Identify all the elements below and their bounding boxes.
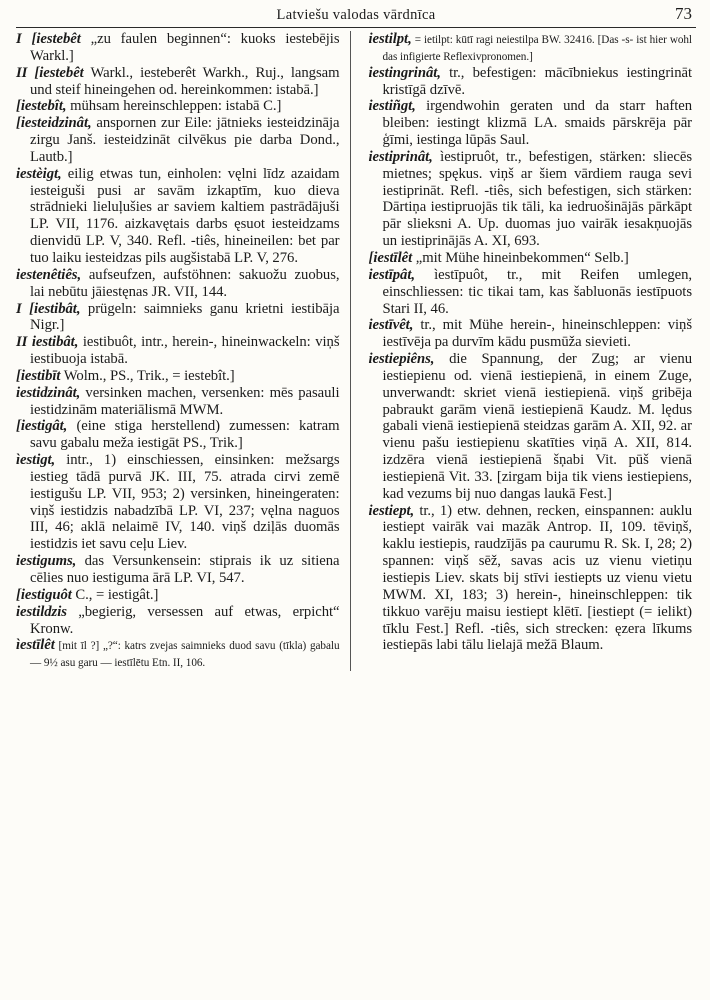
dictionary-entry [369,149,693,250]
entry-headword: iestingrinât, [368,64,441,81]
entry-definition: die Spannung, der Zug; ar vienu iestiepienu od. vienā iestiepienā, in einem Zuge, unverwandt: skriet vienā iestiepienā. viņš gribēja pabraukt garām vienā iestiepienā Kaudz. M. lędus gabali vienā iestiepienā steidzas garām A. XII, 92. ar vienu pašu iestiepienu skatīties viņā A. XII, 814. izdzēra vienā iestiepienā šņabi Vit. pūš vienā iestiepienā Vit. 33. [zirgam bija tik viens iestiepiens, kad vezums bij nuo dangas laukā Fest.] [382,351,692,502]
dictionary-entry [369,317,693,351]
entry-definition: tr., befestigen: mācībniekus iestingrināt kristīgā dzīvē. [382,64,692,98]
entry-headword: iestiept, [368,502,415,519]
entry-definition: ìestīpuôt, tr., mit Reifen umlegen, einschliessen: tic tikai tam, kas šabluonās iestīpuots Stari II, 46. [382,266,692,317]
entry-definition: mühsam hereinschleppen: istabā C.] [66,98,282,115]
entry-definition: intr., 1) einschiessen, einsinken: mežsargs iestieg tādā purvā JK. III, 75. atrada cirvi zemē iestigušu LP. VII, 953; 2) versinken, hineingeraten: viņš iestidzis nabadzībā LP. VI, 237; vęlna naguos III, 46; aklā nelaimē IV, 140. viņš dziļās duomās iestidzis iet savu ceļu Liev. [30,452,340,553]
entry-headword: iestiepiêns, [368,351,435,368]
entry-definition: prügeln: saimnieks ganu krietni iestibāja Nigr.] [30,300,340,334]
entry-definition: eilig etwas tun, einholen: vęlni līdz azaidam iesteiguši pusi ar savām izkaptīm, kuo dieva strādnieki lieluļušies ar saviem kaltiem pastrādājuši LP. VII, 1176. aizkavętais darbs ęsuot iesteidzams dienvidū LP. V, 340. Refl. -tiês, hineineilen: bet par tuo laiku iesteidzas pils augšistabā LP. V, 276. [30,165,340,266]
entry-definition: irgendwohin geraten und da starr haften bleiben: iestingt klizmā LA. smaids pārskrēja pār ģīmi, iestinga lūpās Saul. [382,98,692,149]
entry-definition: Wolm., PS., Trik., = iestebît.] [60,367,235,384]
dictionary-entry [16,452,340,553]
entry-headword: [iestebît, [16,98,67,115]
entry-headword: II [iestebêt [16,64,84,81]
entry-definition: tr., mit Mühe herein-, hineinschleppen: viņš iestīvēja pa durvīm kādu pusmūža sievieti. [382,317,692,351]
entry-definition: = ietilpt: kūtī ragi neiestilpa BW. 32416. [Das -s- ist hier wohl das infigierte Reflexivpronomen.] [382,34,692,63]
entry-headword: I [iestibât, [16,300,81,317]
dictionary-entry [16,604,340,638]
entry-definition: aufseufzen, aufstöhnen: sakuožu zuobus, lai nebūtu jāiestęnas JR. VII, 144. [30,266,340,300]
entry-headword: iestīpât, [368,266,415,283]
entry-headword: iestīvêt, [368,317,414,334]
dictionary-entry [16,368,340,385]
dictionary-entry [369,250,693,267]
dictionary-entry [16,334,340,368]
entry-definition: ìestipruôt, tr., befestigen, stärken: sliecēs mietnes; spękus. viņš ar šiem vārdiem rauga sevi iestiprināt. Refl. -tiês, sich befestigen, sich stärken: Dārtiņa iestipruojās tik tāli, ka iedruošinājās pārkāpt pār slieksni A. Up. duomas juo vairāk iesakņuojās un iestiprinājās A. XI, 693. [382,148,692,250]
right-column [365,31,693,671]
running-head [16,0,696,28]
entry-headword: iestèigt, [16,165,62,182]
dictionary-entry [16,65,340,99]
dictionary-entry [16,553,340,587]
page-number: 73 [675,4,692,23]
entry-headword: iestidzinât, [16,384,81,401]
entry-headword: [iesteidzinât, [16,115,92,132]
entry-headword: ìestigt, [16,452,56,469]
dictionary-entry [16,115,340,166]
entry-headword: iestiprinât, [368,148,433,165]
dictionary-entry [369,65,693,99]
entry-definition: das Versunkensein: stiprais ik uz sitiena cēlies nuo iestiguma ārā LP. VI, 547. [30,553,340,586]
entry-definition: C., = iestigât.] [71,586,159,603]
entry-definition: versinken machen, versenken: mēs pasauli iestidzinām materiālismā MWM. [30,384,340,418]
entry-headword: I [iestebêt [16,31,81,47]
entry-headword: iestiñgt, [368,98,416,115]
dictionary-entry [16,418,340,452]
entry-headword: iestildzis [16,603,67,620]
entry-definition: tr., 1) etw. dehnen, recken, einspannen: auklu iestiept vairāk vai mazāk Antrop. II, 109. tēviņš, kaklu iestiepis, raudzījās pa caurumu R. Sk. I, 28; 2) spannen: viņš sēž, savas acis uz vienu vietiņu iestiepis Liev. skats bij stīvi iestiepts uz vienu vietu MWM. XI, 183; 3) herein-, hineinschleppen: tik tikkuo varēju maisu iestiept klētī. [iestiept (= ielikt) tīklu Fest.] Refl. -tiês, sich strecken: ęzera līkums iestiepās labi tālu lielajā mežā Blaum. [382,502,692,654]
entry-headword: [iestibīt [16,367,61,384]
entry-definition: anspornen zur Eile: jātnieks iesteidzināja zirgu Janš. iesteidzināt cilvēkus pie darba Dond., Lautb.] [30,115,340,165]
entry-headword: II iestibât, [16,334,79,351]
dictionary-entry [16,301,340,335]
entry-headword: iestigums, [16,553,77,570]
dictionary-entry [16,267,340,301]
dictionary-entry [369,267,693,318]
running-title: Latviešu valodas vārdnīca [276,7,436,23]
entry-headword: ìestīlêt [16,637,55,654]
dictionary-entry [369,31,693,65]
entry-definition: [mit īl ?] „?“: katrs zvejas saimnieks duod savu (tīkla) gabalu — 9½ asu garu — iestīlētu Etn. II, 106. [30,640,340,670]
entry-headword: [iestiguôt [16,586,72,603]
dictionary-entry [369,98,693,149]
entry-definition: „zu faulen beginnen“: kuoks iestebējis Warkl.] [30,31,340,64]
dictionary-entry [16,31,340,65]
entry-headword: iestenêtiês, [16,266,82,283]
dictionary-entry [16,98,340,115]
dictionary-entry [369,351,693,503]
entry-definition: (eine stiga herstellend) zumessen: katram savu gabalu meža iestigāt PS., Trik.] [30,418,340,452]
entry-headword: [iestīlêt [368,249,413,266]
entry-headword: iestilpt, [368,31,412,47]
dictionary-entry [369,503,693,655]
dictionary-entry [16,385,340,419]
dictionary-entry [16,587,340,604]
entry-definition: iestibuôt, intr., herein-, hineinwackeln: viņš iestibuoja istabā. [30,334,340,368]
entry-headword: [iestigât, [16,418,68,435]
entry-definition: „mit Mühe hineinbekommen“ Selb.] [412,249,629,266]
dictionary-entry [16,166,340,267]
dictionary-entry [16,637,340,671]
left-column [16,31,351,671]
text-columns [16,31,692,671]
entry-definition: Warkl., iesteberêt Warkh., Ruj., langsam und steif hineingehen od. hereinkommen: istabā.] [30,64,340,98]
entry-definition: „begierig, versessen auf etwas, erpicht“ Kronw. [30,603,340,637]
